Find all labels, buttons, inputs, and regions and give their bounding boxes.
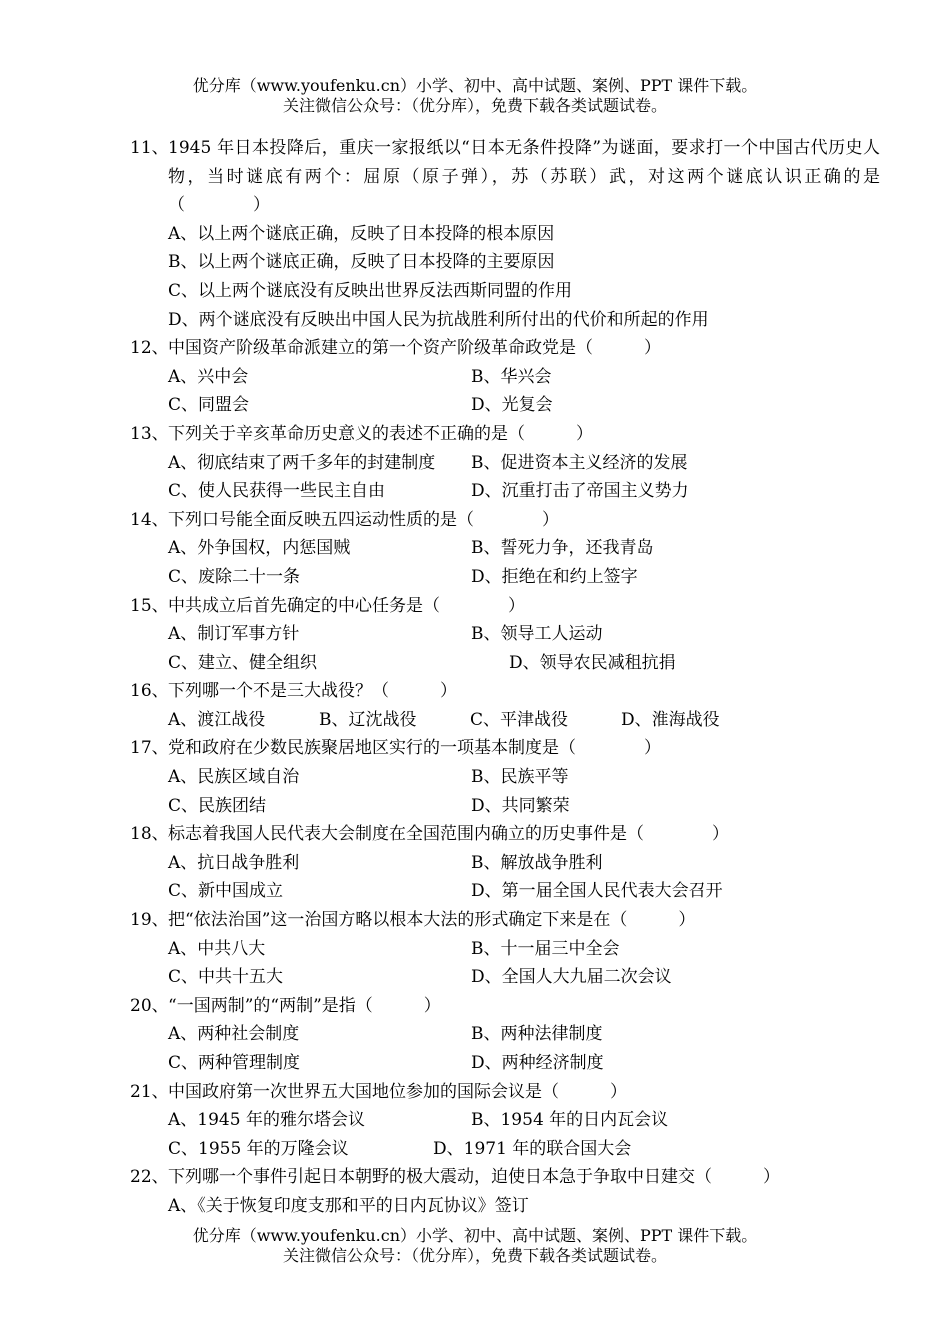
question-17 xyxy=(130,734,880,820)
option-c: C、1955 年的万隆会议 xyxy=(168,1138,349,1159)
question-stem: 党和政府在少数民族聚居地区实行的一项基本制度是（ ） xyxy=(168,738,661,759)
question-number: 12、 xyxy=(130,338,169,359)
question-13 xyxy=(130,420,880,506)
option-a: A、渡江战役 xyxy=(168,709,266,730)
header-line-2: 关注微信公众号：（优分库），免费下载各类试题试卷。 xyxy=(282,96,667,115)
option-c: C、中共十五大 xyxy=(168,967,284,988)
option-b: B、华兴会 xyxy=(471,366,552,387)
option-b: B、解放战争胜利 xyxy=(471,852,603,873)
option-a: A、制订军事方针 xyxy=(168,624,300,645)
option-b: B、促进资本主义经济的发展 xyxy=(471,452,688,473)
option-a: A、以上两个谜底正确，反映了日本投降的根本原因 xyxy=(168,223,555,244)
page-header xyxy=(0,76,950,116)
question-15 xyxy=(130,592,880,678)
option-c: C、民族团结 xyxy=(168,795,267,816)
option-d: D、共同繁荣 xyxy=(471,795,570,816)
option-a: A、中共八大 xyxy=(168,938,266,959)
question-21 xyxy=(130,1078,880,1164)
option-b: B、以上两个谜底正确，反映了日本投降的主要原因 xyxy=(168,252,555,273)
option-b: B、十一届三中全会 xyxy=(471,938,620,959)
question-20 xyxy=(130,992,880,1078)
option-d: D、光复会 xyxy=(471,395,553,416)
option-b: B、1954 年的日内瓦会议 xyxy=(471,1110,669,1131)
question-number: 17、 xyxy=(130,738,169,759)
option-b: B、辽沈战役 xyxy=(319,709,417,730)
option-d: D、两个谜底没有反映出中国人民为抗战胜利所付出的代价和所起的作用 xyxy=(168,309,709,330)
option-a: A、1945 年的雅尔塔会议 xyxy=(168,1110,365,1131)
option-a: A、《关于恢复印度支那和平的日内瓦协议》签订 xyxy=(168,1195,529,1216)
question-stem: 下列哪一个事件引起日本朝野的极大震动，迫使日本急于争取中日建交（ ） xyxy=(168,1167,780,1188)
option-d: D、两种经济制度 xyxy=(471,1053,604,1073)
question-11 xyxy=(130,134,880,334)
option-a: A、民族区域自治 xyxy=(168,767,300,788)
option-b: B、两种法律制度 xyxy=(471,1024,603,1045)
option-d: D、沉重打击了帝国主义势力 xyxy=(471,481,689,502)
option-c: C、建立、健全组织 xyxy=(168,652,318,673)
question-stem: 1945 年日本投降后，重庆一家报纸以“日本无条件投降”为谜面，要求打一个中国古代历史人物，当时谜底有两个：屈原（原子弹），苏（苏联）武，对这两个谜底认识正确的是（ ） xyxy=(168,138,880,216)
question-number: 15、 xyxy=(130,595,169,616)
question-12 xyxy=(130,334,880,420)
question-number: 21、 xyxy=(130,1081,169,1102)
question-stem: 把“依法治国”这一治国方略以根本大法的形式确定下来是在（ ） xyxy=(168,910,696,931)
option-c: C、以上两个谜底没有反映出世界反法西斯同盟的作用 xyxy=(168,280,573,301)
footer-line-1: 优分库（www.youfenku.cn）小学、初中、高中试题、案例、PPT 课件下载。 xyxy=(192,1226,758,1245)
option-d: D、淮海战役 xyxy=(621,709,720,730)
option-b: B、民族平等 xyxy=(471,767,569,788)
option-a: A、外争国权，内惩国贼 xyxy=(168,538,351,559)
option-a: A、彻底结束了两千多年的封建制度 xyxy=(168,452,436,473)
question-stem: “一国两制”的“两制”是指（ ） xyxy=(168,995,441,1016)
question-19 xyxy=(130,906,880,992)
question-number: 18、 xyxy=(130,824,169,845)
question-number: 22、 xyxy=(130,1167,169,1188)
question-number: 14、 xyxy=(130,509,169,530)
option-c: C、新中国成立 xyxy=(168,881,284,902)
question-number: 20、 xyxy=(130,995,169,1016)
question-stem: 下列哪一个不是三大战役？（ ） xyxy=(168,681,457,702)
page-footer xyxy=(0,1226,950,1266)
option-c: C、平津战役 xyxy=(470,709,569,730)
question-18 xyxy=(130,820,880,906)
option-a: A、兴中会 xyxy=(168,366,249,387)
question-stem: 中国政府第一次世界五大国地位参加的国际会议是（ ） xyxy=(168,1081,627,1102)
question-stem: 中共成立后首先确定的中心任务是（ ） xyxy=(168,595,525,616)
question-14 xyxy=(130,506,880,592)
footer-line-2: 关注微信公众号：（优分库），免费下载各类试题试卷。 xyxy=(282,1246,667,1265)
question-number: 19、 xyxy=(130,910,169,931)
option-d: D、1971 年的联合国大会 xyxy=(433,1138,632,1159)
question-number: 16、 xyxy=(130,681,169,702)
option-c: C、废除二十一条 xyxy=(168,566,301,587)
option-d: D、领导农民减租抗捐 xyxy=(509,652,676,673)
option-c: C、两种管理制度 xyxy=(168,1053,301,1073)
header-line-1: 优分库（www.youfenku.cn）小学、初中、高中试题、案例、PPT 课件下载。 xyxy=(192,76,758,95)
option-c: C、同盟会 xyxy=(168,395,250,416)
option-a: A、两种社会制度 xyxy=(168,1024,300,1045)
question-stem: 标志着我国人民代表大会制度在全国范围内确立的历史事件是（ ） xyxy=(168,824,729,845)
question-22 xyxy=(130,1163,880,1220)
question-list xyxy=(130,134,880,1221)
option-b: B、誓死力争，还我青岛 xyxy=(471,538,654,559)
option-a: A、抗日战争胜利 xyxy=(168,852,300,873)
option-b: B、领导工人运动 xyxy=(471,624,603,645)
option-d: D、拒绝在和约上签字 xyxy=(471,566,638,587)
question-stem: 下列口号能全面反映五四运动性质的是（ ） xyxy=(168,509,559,530)
option-d: D、第一届全国人民代表大会召开 xyxy=(471,881,723,902)
option-d: D、全国人大九届二次会议 xyxy=(471,967,672,988)
question-number: 11、 xyxy=(130,138,169,158)
question-stem: 下列关于辛亥革命历史意义的表述不正确的是（ ） xyxy=(168,423,593,444)
question-stem: 中国资产阶级革命派建立的第一个资产阶级革命政党是（ ） xyxy=(168,338,661,359)
question-16 xyxy=(130,677,880,734)
option-c: C、使人民获得一些民主自由 xyxy=(168,481,386,502)
question-number: 13、 xyxy=(130,423,169,444)
